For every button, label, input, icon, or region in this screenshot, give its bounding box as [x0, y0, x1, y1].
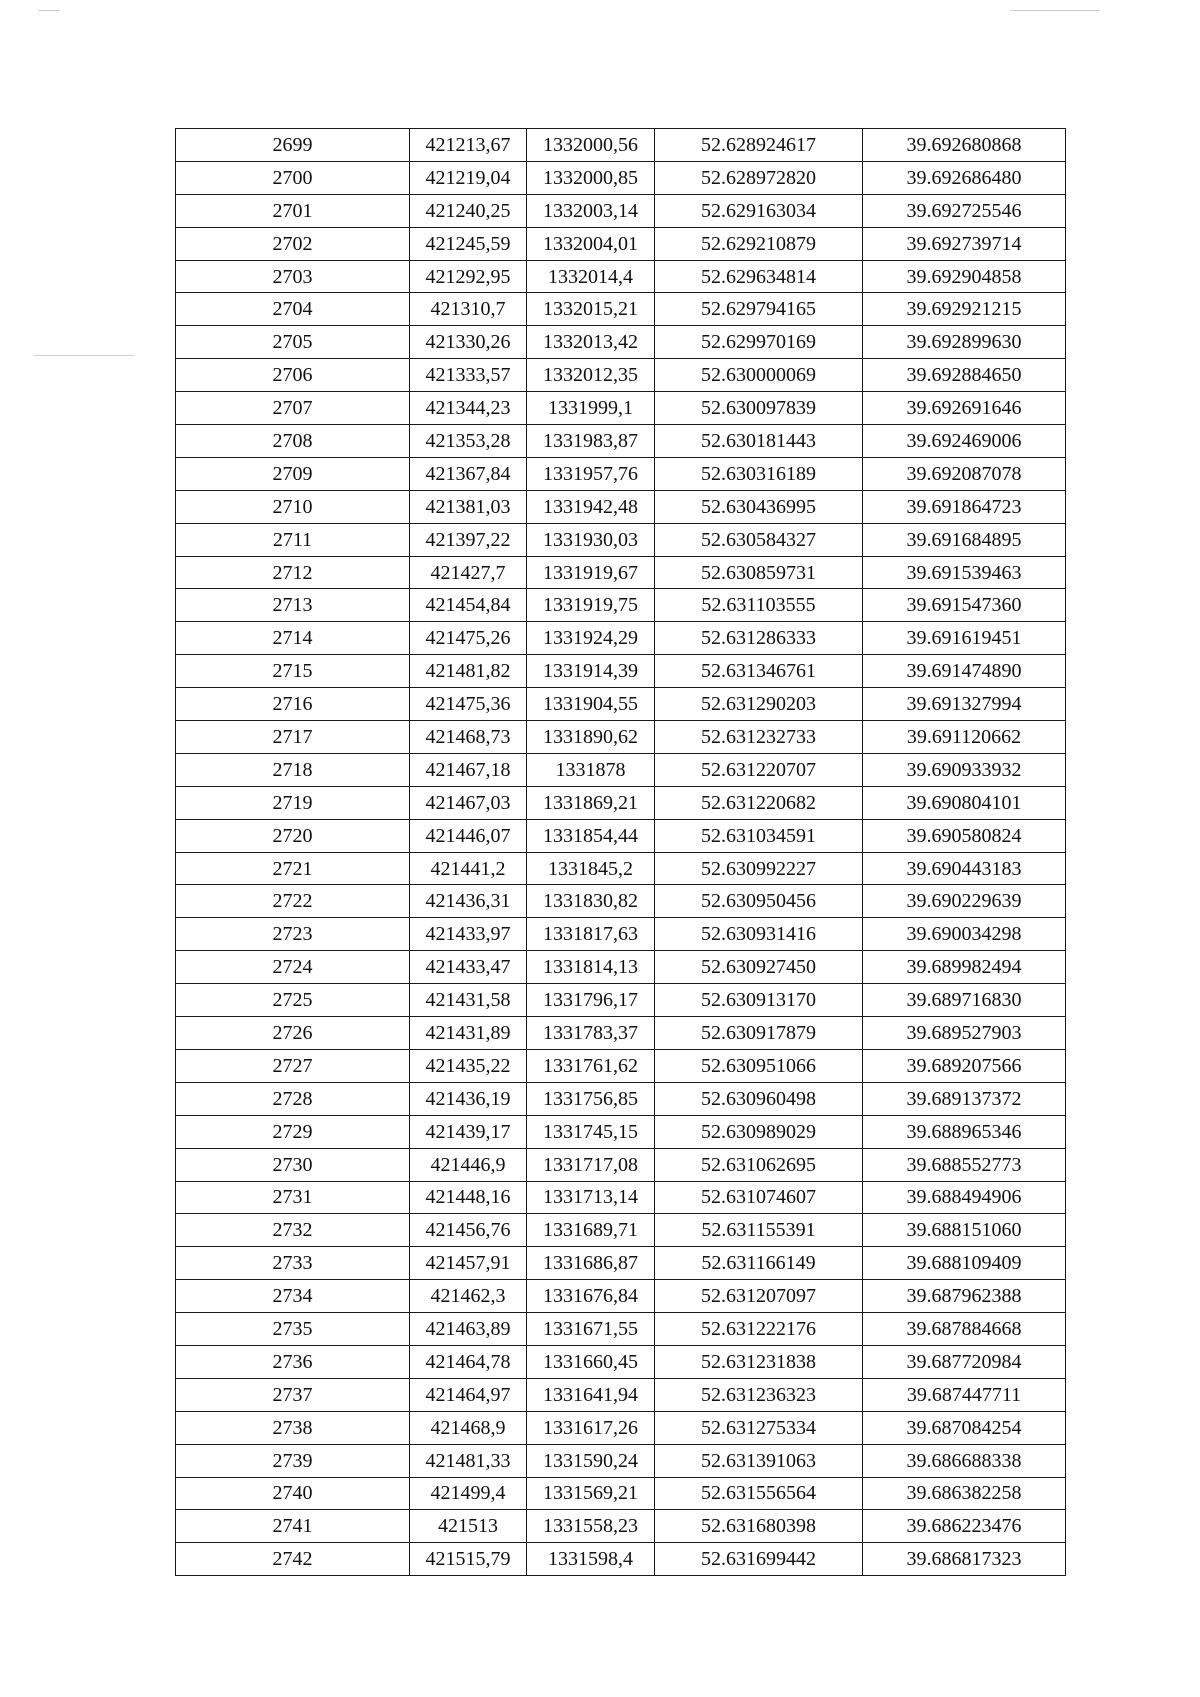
- table-row: [176, 1049, 1066, 1082]
- longitude-cell: 39.690933932: [863, 753, 1066, 786]
- x-coordinate-cell: 421436,19: [410, 1082, 527, 1115]
- latitude-cell: 52.631232733: [655, 721, 863, 754]
- longitude-cell: 39.692921215: [863, 293, 1066, 326]
- scan-artifact-left-margin: [34, 355, 134, 356]
- table-row: [176, 523, 1066, 556]
- point-number-cell: 2721: [176, 852, 410, 885]
- y-coordinate-cell: 1331930,03: [527, 523, 655, 556]
- table-row: [176, 425, 1066, 458]
- latitude-cell: 52.628924617: [655, 129, 863, 162]
- y-coordinate-cell: 1331590,24: [527, 1444, 655, 1477]
- y-coordinate-cell: 1331904,55: [527, 688, 655, 721]
- latitude-cell: 52.631391063: [655, 1444, 863, 1477]
- y-coordinate-cell: 1332015,21: [527, 293, 655, 326]
- longitude-cell: 39.688494906: [863, 1181, 1066, 1214]
- longitude-cell: 39.688151060: [863, 1214, 1066, 1247]
- y-coordinate-cell: 1331817,63: [527, 918, 655, 951]
- y-coordinate-cell: 1331919,75: [527, 589, 655, 622]
- longitude-cell: 39.686817323: [863, 1543, 1066, 1576]
- table-row: [176, 1378, 1066, 1411]
- latitude-cell: 52.630931416: [655, 918, 863, 951]
- table-row: [176, 1082, 1066, 1115]
- point-number-cell: 2733: [176, 1247, 410, 1280]
- y-coordinate-cell: 1331957,76: [527, 457, 655, 490]
- longitude-cell: 39.691539463: [863, 556, 1066, 589]
- point-number-cell: 2723: [176, 918, 410, 951]
- x-coordinate-cell: 421292,95: [410, 260, 527, 293]
- point-number-cell: 2728: [176, 1082, 410, 1115]
- y-coordinate-cell: 1331783,37: [527, 1017, 655, 1050]
- x-coordinate-cell: 421310,7: [410, 293, 527, 326]
- point-number-cell: 2720: [176, 819, 410, 852]
- longitude-cell: 39.692680868: [863, 129, 1066, 162]
- x-coordinate-cell: 421433,47: [410, 951, 527, 984]
- x-coordinate-cell: 421367,84: [410, 457, 527, 490]
- longitude-cell: 39.692739714: [863, 227, 1066, 260]
- latitude-cell: 52.631556564: [655, 1477, 863, 1510]
- y-coordinate-cell: 1331717,08: [527, 1148, 655, 1181]
- latitude-cell: 52.631103555: [655, 589, 863, 622]
- latitude-cell: 52.630584327: [655, 523, 863, 556]
- x-coordinate-cell: 421515,79: [410, 1543, 527, 1576]
- y-coordinate-cell: 1331713,14: [527, 1181, 655, 1214]
- x-coordinate-cell: 421219,04: [410, 161, 527, 194]
- point-number-cell: 2707: [176, 392, 410, 425]
- longitude-cell: 39.689716830: [863, 984, 1066, 1017]
- table-row: [176, 1247, 1066, 1280]
- latitude-cell: 52.631034591: [655, 819, 863, 852]
- table-row: [176, 918, 1066, 951]
- latitude-cell: 52.629634814: [655, 260, 863, 293]
- latitude-cell: 52.631207097: [655, 1280, 863, 1313]
- table-row: [176, 721, 1066, 754]
- x-coordinate-cell: 421481,82: [410, 655, 527, 688]
- longitude-cell: 39.687447711: [863, 1378, 1066, 1411]
- point-number-cell: 2726: [176, 1017, 410, 1050]
- point-number-cell: 2737: [176, 1378, 410, 1411]
- y-coordinate-cell: 1331796,17: [527, 984, 655, 1017]
- y-coordinate-cell: 1331999,1: [527, 392, 655, 425]
- point-number-cell: 2706: [176, 359, 410, 392]
- x-coordinate-cell: 421457,91: [410, 1247, 527, 1280]
- x-coordinate-cell: 421464,78: [410, 1345, 527, 1378]
- latitude-cell: 52.630000069: [655, 359, 863, 392]
- table-row: [176, 260, 1066, 293]
- x-coordinate-cell: 421454,84: [410, 589, 527, 622]
- x-coordinate-cell: 421467,03: [410, 786, 527, 819]
- longitude-cell: 39.691327994: [863, 688, 1066, 721]
- x-coordinate-cell: 421431,89: [410, 1017, 527, 1050]
- point-number-cell: 2739: [176, 1444, 410, 1477]
- longitude-cell: 39.688965346: [863, 1115, 1066, 1148]
- longitude-cell: 39.686382258: [863, 1477, 1066, 1510]
- table-row: [176, 819, 1066, 852]
- x-coordinate-cell: 421431,58: [410, 984, 527, 1017]
- table-row: [176, 885, 1066, 918]
- longitude-cell: 39.689982494: [863, 951, 1066, 984]
- latitude-cell: 52.631275334: [655, 1411, 863, 1444]
- scan-artifact-top-right: [1010, 10, 1100, 11]
- latitude-cell: 52.628972820: [655, 161, 863, 194]
- y-coordinate-cell: 1331845,2: [527, 852, 655, 885]
- longitude-cell: 39.687084254: [863, 1411, 1066, 1444]
- table-row: [176, 753, 1066, 786]
- point-number-cell: 2710: [176, 490, 410, 523]
- latitude-cell: 52.630927450: [655, 951, 863, 984]
- longitude-cell: 39.686223476: [863, 1510, 1066, 1543]
- table-row: [176, 1017, 1066, 1050]
- longitude-cell: 39.690034298: [863, 918, 1066, 951]
- latitude-cell: 52.630992227: [655, 852, 863, 885]
- x-coordinate-cell: 421446,07: [410, 819, 527, 852]
- longitude-cell: 39.690804101: [863, 786, 1066, 819]
- point-number-cell: 2729: [176, 1115, 410, 1148]
- latitude-cell: 52.630989029: [655, 1115, 863, 1148]
- point-number-cell: 2731: [176, 1181, 410, 1214]
- table-row: [176, 589, 1066, 622]
- latitude-cell: 52.629163034: [655, 194, 863, 227]
- point-number-cell: 2722: [176, 885, 410, 918]
- x-coordinate-cell: 421353,28: [410, 425, 527, 458]
- latitude-cell: 52.629970169: [655, 326, 863, 359]
- table-row: [176, 1181, 1066, 1214]
- latitude-cell: 52.630917879: [655, 1017, 863, 1050]
- longitude-cell: 39.690580824: [863, 819, 1066, 852]
- x-coordinate-cell: 421499,4: [410, 1477, 527, 1510]
- longitude-cell: 39.692884650: [863, 359, 1066, 392]
- latitude-cell: 52.631155391: [655, 1214, 863, 1247]
- x-coordinate-cell: 421462,3: [410, 1280, 527, 1313]
- point-number-cell: 2703: [176, 260, 410, 293]
- y-coordinate-cell: 1331942,48: [527, 490, 655, 523]
- longitude-cell: 39.687884668: [863, 1313, 1066, 1346]
- table-row: [176, 1280, 1066, 1313]
- table-row: [176, 1313, 1066, 1346]
- x-coordinate-cell: 421467,18: [410, 753, 527, 786]
- point-number-cell: 2704: [176, 293, 410, 326]
- longitude-cell: 39.691120662: [863, 721, 1066, 754]
- y-coordinate-cell: 1331878: [527, 753, 655, 786]
- y-coordinate-cell: 1331641,94: [527, 1378, 655, 1411]
- point-number-cell: 2709: [176, 457, 410, 490]
- x-coordinate-cell: 421436,31: [410, 885, 527, 918]
- y-coordinate-cell: 1331919,67: [527, 556, 655, 589]
- y-coordinate-cell: 1331671,55: [527, 1313, 655, 1346]
- point-number-cell: 2699: [176, 129, 410, 162]
- longitude-cell: 39.689527903: [863, 1017, 1066, 1050]
- y-coordinate-cell: 1331854,44: [527, 819, 655, 852]
- x-coordinate-cell: 421481,33: [410, 1444, 527, 1477]
- y-coordinate-cell: 1331756,85: [527, 1082, 655, 1115]
- longitude-cell: 39.691474890: [863, 655, 1066, 688]
- point-number-cell: 2708: [176, 425, 410, 458]
- latitude-cell: 52.630097839: [655, 392, 863, 425]
- x-coordinate-cell: 421448,16: [410, 1181, 527, 1214]
- x-coordinate-cell: 421446,9: [410, 1148, 527, 1181]
- latitude-cell: 52.631699442: [655, 1543, 863, 1576]
- longitude-cell: 39.692469006: [863, 425, 1066, 458]
- x-coordinate-cell: 421240,25: [410, 194, 527, 227]
- latitude-cell: 52.629210879: [655, 227, 863, 260]
- longitude-cell: 39.692691646: [863, 392, 1066, 425]
- point-number-cell: 2742: [176, 1543, 410, 1576]
- longitude-cell: 39.691684895: [863, 523, 1066, 556]
- latitude-cell: 52.631286333: [655, 622, 863, 655]
- point-number-cell: 2741: [176, 1510, 410, 1543]
- y-coordinate-cell: 1332014,4: [527, 260, 655, 293]
- y-coordinate-cell: 1331761,62: [527, 1049, 655, 1082]
- table-row: [176, 556, 1066, 589]
- table-row: [176, 293, 1066, 326]
- y-coordinate-cell: 1332003,14: [527, 194, 655, 227]
- latitude-cell: 52.630859731: [655, 556, 863, 589]
- y-coordinate-cell: 1331869,21: [527, 786, 655, 819]
- x-coordinate-cell: 421213,67: [410, 129, 527, 162]
- latitude-cell: 52.631220707: [655, 753, 863, 786]
- x-coordinate-cell: 421333,57: [410, 359, 527, 392]
- x-coordinate-cell: 421381,03: [410, 490, 527, 523]
- table-row: [176, 984, 1066, 1017]
- latitude-cell: 52.631166149: [655, 1247, 863, 1280]
- coordinates-table-body: [176, 129, 1066, 1576]
- table-row: [176, 161, 1066, 194]
- point-number-cell: 2700: [176, 161, 410, 194]
- latitude-cell: 52.631220682: [655, 786, 863, 819]
- table-row: [176, 1411, 1066, 1444]
- latitude-cell: 52.630913170: [655, 984, 863, 1017]
- point-number-cell: 2714: [176, 622, 410, 655]
- x-coordinate-cell: 421245,59: [410, 227, 527, 260]
- point-number-cell: 2711: [176, 523, 410, 556]
- point-number-cell: 2712: [176, 556, 410, 589]
- longitude-cell: 39.692904858: [863, 260, 1066, 293]
- latitude-cell: 52.631062695: [655, 1148, 863, 1181]
- longitude-cell: 39.688109409: [863, 1247, 1066, 1280]
- x-coordinate-cell: 421513: [410, 1510, 527, 1543]
- longitude-cell: 39.690443183: [863, 852, 1066, 885]
- table-row: [176, 129, 1066, 162]
- point-number-cell: 2705: [176, 326, 410, 359]
- x-coordinate-cell: 421441,2: [410, 852, 527, 885]
- latitude-cell: 52.631231838: [655, 1345, 863, 1378]
- point-number-cell: 2719: [176, 786, 410, 819]
- longitude-cell: 39.688552773: [863, 1148, 1066, 1181]
- latitude-cell: 52.631680398: [655, 1510, 863, 1543]
- point-number-cell: 2701: [176, 194, 410, 227]
- x-coordinate-cell: 421433,97: [410, 918, 527, 951]
- latitude-cell: 52.631074607: [655, 1181, 863, 1214]
- point-number-cell: 2736: [176, 1345, 410, 1378]
- y-coordinate-cell: 1332013,42: [527, 326, 655, 359]
- y-coordinate-cell: 1331814,13: [527, 951, 655, 984]
- longitude-cell: 39.689137372: [863, 1082, 1066, 1115]
- point-number-cell: 2734: [176, 1280, 410, 1313]
- table-row: [176, 1345, 1066, 1378]
- latitude-cell: 52.630436995: [655, 490, 863, 523]
- y-coordinate-cell: 1332000,56: [527, 129, 655, 162]
- point-number-cell: 2702: [176, 227, 410, 260]
- table-row: [176, 622, 1066, 655]
- point-number-cell: 2740: [176, 1477, 410, 1510]
- table-row: [176, 655, 1066, 688]
- longitude-cell: 39.687720984: [863, 1345, 1066, 1378]
- point-number-cell: 2735: [176, 1313, 410, 1346]
- y-coordinate-cell: 1331689,71: [527, 1214, 655, 1247]
- x-coordinate-cell: 421475,26: [410, 622, 527, 655]
- point-number-cell: 2717: [176, 721, 410, 754]
- table-row: [176, 490, 1066, 523]
- table-row: [176, 1543, 1066, 1576]
- table-row: [176, 227, 1066, 260]
- latitude-cell: 52.631346761: [655, 655, 863, 688]
- table-row: [176, 1214, 1066, 1247]
- point-number-cell: 2724: [176, 951, 410, 984]
- x-coordinate-cell: 421435,22: [410, 1049, 527, 1082]
- latitude-cell: 52.631236323: [655, 1378, 863, 1411]
- y-coordinate-cell: 1331569,21: [527, 1477, 655, 1510]
- x-coordinate-cell: 421468,73: [410, 721, 527, 754]
- latitude-cell: 52.631290203: [655, 688, 863, 721]
- longitude-cell: 39.689207566: [863, 1049, 1066, 1082]
- latitude-cell: 52.630950456: [655, 885, 863, 918]
- table-row: [176, 1444, 1066, 1477]
- y-coordinate-cell: 1331983,87: [527, 425, 655, 458]
- longitude-cell: 39.690229639: [863, 885, 1066, 918]
- x-coordinate-cell: 421468,9: [410, 1411, 527, 1444]
- table-row: [176, 1510, 1066, 1543]
- x-coordinate-cell: 421456,76: [410, 1214, 527, 1247]
- table-row: [176, 1148, 1066, 1181]
- y-coordinate-cell: 1331914,39: [527, 655, 655, 688]
- longitude-cell: 39.692686480: [863, 161, 1066, 194]
- y-coordinate-cell: 1332004,01: [527, 227, 655, 260]
- x-coordinate-cell: 421464,97: [410, 1378, 527, 1411]
- longitude-cell: 39.691864723: [863, 490, 1066, 523]
- table-row: [176, 194, 1066, 227]
- latitude-cell: 52.630951066: [655, 1049, 863, 1082]
- longitude-cell: 39.687962388: [863, 1280, 1066, 1313]
- latitude-cell: 52.630960498: [655, 1082, 863, 1115]
- table-row: [176, 1477, 1066, 1510]
- y-coordinate-cell: 1331617,26: [527, 1411, 655, 1444]
- y-coordinate-cell: 1331558,23: [527, 1510, 655, 1543]
- y-coordinate-cell: 1331745,15: [527, 1115, 655, 1148]
- point-number-cell: 2716: [176, 688, 410, 721]
- y-coordinate-cell: 1332012,35: [527, 359, 655, 392]
- point-number-cell: 2732: [176, 1214, 410, 1247]
- longitude-cell: 39.691547360: [863, 589, 1066, 622]
- point-number-cell: 2713: [176, 589, 410, 622]
- x-coordinate-cell: 421475,36: [410, 688, 527, 721]
- table-row: [176, 1115, 1066, 1148]
- longitude-cell: 39.692725546: [863, 194, 1066, 227]
- y-coordinate-cell: 1332000,85: [527, 161, 655, 194]
- y-coordinate-cell: 1331598,4: [527, 1543, 655, 1576]
- coordinates-table: [175, 128, 1066, 1576]
- y-coordinate-cell: 1331890,62: [527, 721, 655, 754]
- scan-artifact-top-left: [38, 10, 60, 11]
- point-number-cell: 2718: [176, 753, 410, 786]
- point-number-cell: 2715: [176, 655, 410, 688]
- point-number-cell: 2725: [176, 984, 410, 1017]
- y-coordinate-cell: 1331830,82: [527, 885, 655, 918]
- latitude-cell: 52.631222176: [655, 1313, 863, 1346]
- y-coordinate-cell: 1331924,29: [527, 622, 655, 655]
- point-number-cell: 2738: [176, 1411, 410, 1444]
- longitude-cell: 39.692087078: [863, 457, 1066, 490]
- longitude-cell: 39.691619451: [863, 622, 1066, 655]
- x-coordinate-cell: 421463,89: [410, 1313, 527, 1346]
- x-coordinate-cell: 421344,23: [410, 392, 527, 425]
- x-coordinate-cell: 421397,22: [410, 523, 527, 556]
- table-row: [176, 688, 1066, 721]
- table-row: [176, 951, 1066, 984]
- table-row: [176, 457, 1066, 490]
- table-row: [176, 852, 1066, 885]
- table-row: [176, 392, 1066, 425]
- x-coordinate-cell: 421427,7: [410, 556, 527, 589]
- point-number-cell: 2730: [176, 1148, 410, 1181]
- longitude-cell: 39.692899630: [863, 326, 1066, 359]
- y-coordinate-cell: 1331686,87: [527, 1247, 655, 1280]
- latitude-cell: 52.630316189: [655, 457, 863, 490]
- y-coordinate-cell: 1331660,45: [527, 1345, 655, 1378]
- y-coordinate-cell: 1331676,84: [527, 1280, 655, 1313]
- longitude-cell: 39.686688338: [863, 1444, 1066, 1477]
- x-coordinate-cell: 421330,26: [410, 326, 527, 359]
- latitude-cell: 52.629794165: [655, 293, 863, 326]
- table-row: [176, 359, 1066, 392]
- table-row: [176, 326, 1066, 359]
- latitude-cell: 52.630181443: [655, 425, 863, 458]
- x-coordinate-cell: 421439,17: [410, 1115, 527, 1148]
- point-number-cell: 2727: [176, 1049, 410, 1082]
- table-row: [176, 786, 1066, 819]
